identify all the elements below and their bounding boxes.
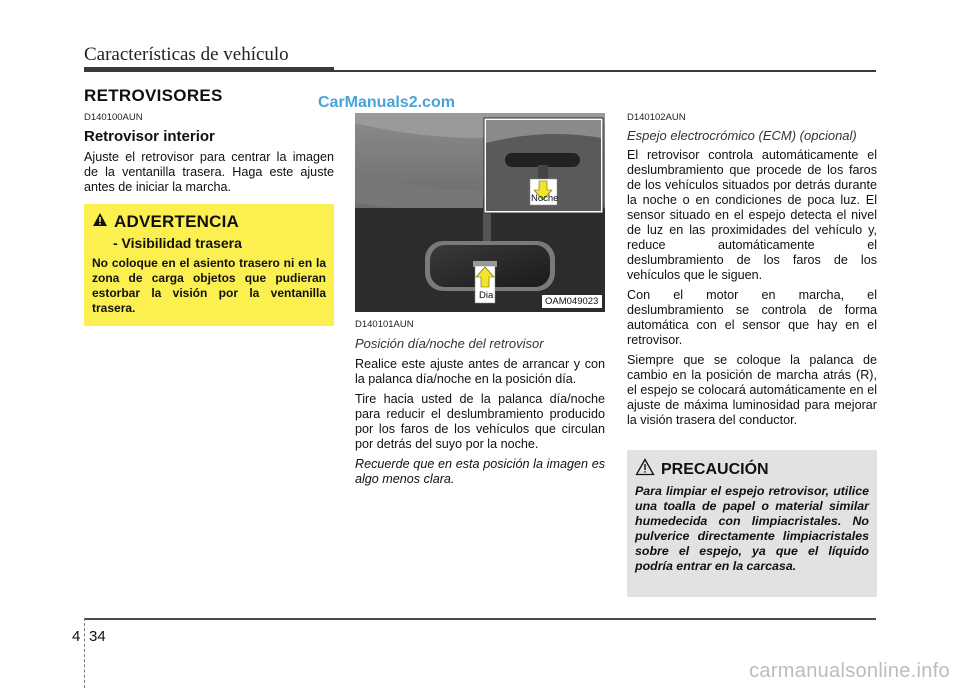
label-day: Dia	[479, 290, 494, 301]
warning-box	[84, 204, 334, 326]
body-text: El retrovisor controla automáticamente el deslumbramiento que procede de los faros de los vehículos situados por detrás durante la noche o en condiciones de poca luz. El sensor situado en el espejo detecta el nivel de luz en las proximidades del vehículo y, reduce automáticamente el deslumbramiento de los faros de los vehículos que le siguen.	[627, 148, 877, 282]
column-left	[84, 112, 334, 195]
note-text: Recuerde que en esta posición la imagen es algo menos clara.	[355, 457, 605, 486]
warning-subtitle: - Visibilidad trasera	[113, 235, 242, 251]
page-number: 34	[89, 628, 106, 645]
header-rule-thick	[84, 67, 334, 72]
footer-divider	[84, 618, 85, 688]
column-middle	[355, 319, 605, 487]
photo-code: OAM049023	[545, 296, 599, 307]
section-code: D140102AUN	[627, 112, 686, 123]
column-right	[627, 112, 877, 428]
header-rule-thin	[334, 70, 876, 72]
header-title: Características de vehículo	[84, 44, 289, 65]
body-text: Con el motor en marcha, el deslumbramiento se controla de forma automática con el sensor que hay en el retrovisor.	[627, 288, 877, 347]
subsection-heading: Posición día/noche del retrovisor	[355, 336, 544, 351]
watermark-top[interactable]: CarManuals2.com	[318, 94, 455, 111]
caution-title: PRECAUCIÓN	[661, 460, 769, 478]
warning-title: ADVERTENCIA	[114, 212, 239, 231]
section-title: RETROVISORES	[84, 86, 223, 105]
body-text: Siempre que se coloque la palanca de cambio en la posición de marcha atrás (R), el espejo se colocará automáticamente en el ajuste de máxima luminosidad para mejorar la visión trasera del conductor.	[627, 353, 877, 427]
section-code: D140100AUN	[84, 112, 143, 123]
warning-text: No coloque en el asiento trasero ni en la zona de carga objetos que pudieran estorbar la visión por la ventanilla trasera.	[92, 256, 326, 315]
footer-rule	[84, 618, 876, 620]
subsection-heading: Espejo electrocrómico (ECM) (opcional)	[627, 128, 857, 143]
body-text: Realice este ajuste antes de arrancar y con la palanca día/noche en la posición día.	[355, 357, 605, 386]
warning-triangle-icon	[92, 212, 108, 232]
watermark-bottom[interactable]: carmanualsonline.info	[749, 660, 950, 682]
caution-triangle-icon	[635, 458, 655, 481]
caution-text: Para limpiar el espejo retrovisor, utilice una toalla de papel o material similar humedecida con limpiacristales. No pulverice directamente limpiacristales sobre el espejo, ya que el líquido podría entrar en la carcasa.	[635, 484, 869, 573]
label-night: Noche	[531, 193, 559, 204]
section-code: D140101AUN	[355, 319, 414, 330]
subsection-heading: Retrovisor interior	[84, 128, 215, 145]
body-text: Ajuste el retrovisor para centrar la imagen de la ventanilla trasera. Haga este ajuste antes de iniciar la marcha.	[84, 150, 334, 194]
chapter-number: 4	[72, 628, 81, 645]
body-text: Tire hacia usted de la palanca día/noche para reducir el deslumbramiento producido por los faros de los vehículos que circulan por detrás del suyo por la noche.	[355, 392, 605, 451]
mirror-photo	[355, 113, 605, 312]
caution-box	[627, 450, 877, 597]
